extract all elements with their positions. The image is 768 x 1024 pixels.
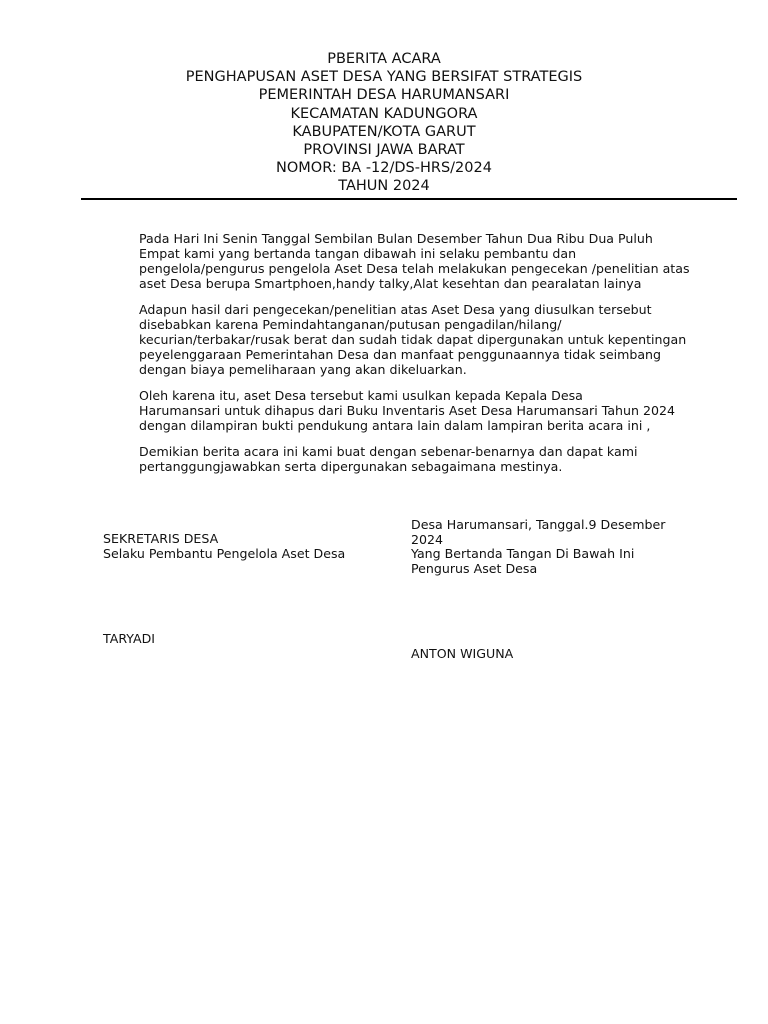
document-body xyxy=(93,231,693,485)
signature-right-title xyxy=(411,518,665,576)
paragraph-line: pengelola/pengurus pengelola Aset Desa telah melakukan pengecekan /penelitian atas xyxy=(139,261,690,276)
paragraph-line: dengan biaya pemeliharaan yang akan dikeluarkan. xyxy=(139,362,467,377)
paragraph-closing xyxy=(93,444,693,474)
paragraph-line: Oleh karena itu, aset Desa tersebut kami usulkan kepada Kepala Desa xyxy=(139,388,583,403)
paragraph-line: Demikian berita acara ini kami buat dengan sebenar-benarnya dan dapat kami xyxy=(139,444,638,459)
paragraph-proposal xyxy=(93,388,693,433)
header-line-title: PBERITA ACARA xyxy=(327,51,441,67)
document-header xyxy=(0,50,768,196)
paragraph-opening xyxy=(93,231,693,291)
header-line-year: TAHUN 2024 xyxy=(338,178,430,195)
header-line-regency: KABUPATEN/KOTA GARUT xyxy=(292,123,476,140)
paragraph-line: Adapun hasil dari pengecekan/penelitian atas Aset Desa yang diusulkan tersebut xyxy=(139,302,652,317)
paragraph-line: Pada Hari Ini Senin Tanggal Sembilan Bulan Desember Tahun Dua Ribu Dua Puluh xyxy=(139,231,653,246)
signature-left-name: TARYADI xyxy=(103,631,156,646)
signature-left-title xyxy=(103,532,345,561)
signature-right-place-date: Desa Harumansari, Tanggal.9 Desember xyxy=(411,517,666,532)
signature-right-statement: Yang Bertanda Tangan Di Bawah Ini xyxy=(411,546,635,561)
header-divider xyxy=(81,198,737,200)
paragraph-findings xyxy=(93,302,693,377)
signature-right-year: 2024 xyxy=(411,531,444,547)
signature-left-role: SEKRETARIS DESA xyxy=(103,531,219,546)
paragraph-line: Empat kami yang bertanda tangan dibawah ini selaku pembantu dan xyxy=(139,246,577,261)
paragraph-line: kecurian/terbakar/rusak berat dan sudah tidak dapat dipergunakan untuk kepentingan xyxy=(139,332,687,347)
signature-right-role: Pengurus Aset Desa xyxy=(411,560,538,576)
paragraph-line: Harumansari untuk dihapus dari Buku Inventaris Aset Desa Harumansari Tahun 2024 xyxy=(139,403,676,418)
paragraph-line: dengan dilampiran bukti pendukung antara lain dalam lampiran berita acara ini , xyxy=(139,418,651,433)
signature-right-name: ANTON WIGUNA xyxy=(411,646,514,661)
header-line-subject: PENGHAPUSAN ASET DESA YANG BERSIFAT STRATEGIS xyxy=(185,69,583,86)
header-line-government: PEMERINTAH DESA HARUMANSARI xyxy=(258,87,510,104)
paragraph-line: peyelenggaraan Pemerintahan Desa dan manfaat penggunaannya tidak seimbang xyxy=(139,347,662,362)
paragraph-line: aset Desa berupa Smartphoen,handy talky,Alat kesehtan dan pearalatan lainya xyxy=(139,276,642,291)
paragraph-line: pertanggungjawabkan serta dipergunakan sebagaimana mestinya. xyxy=(139,459,563,474)
header-line-district: KECAMATAN KADUNGORA xyxy=(290,105,478,122)
paragraph-line: disebabkan karena Pemindahtanganan/putusan pengadilan/hilang/ xyxy=(139,317,562,332)
header-line-province: PROVINSI JAWA BARAT xyxy=(303,142,465,159)
signature-left-capacity: Selaku Pembantu Pengelola Aset Desa xyxy=(103,545,346,561)
header-line-number: NOMOR: BA -12/DS-HRS/2024 xyxy=(276,160,492,177)
